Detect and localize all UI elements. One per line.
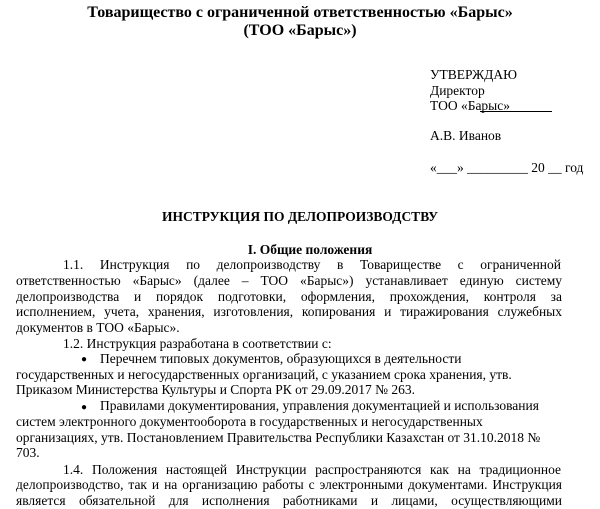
paragraph-line: делопроизводства и порядок подготовки, оформления, прохождения, контроля за (16, 289, 562, 304)
approval-position: Директор (430, 83, 485, 98)
paragraph-line: ответственностью «Барыс» (далее – ТОО «Барыс») устанавливает единую систему (16, 273, 562, 288)
document-title: ИНСТРУКЦИЯ ПО ДЕЛОПРОИЗВОДСТВУ (161, 209, 439, 224)
bullet-line: 703. (16, 445, 40, 460)
approval-company: ТОО «Барыс» (430, 98, 510, 113)
bullet-line: государственных и негосударственных организаций, с указанием срока хранения, утв. (16, 367, 512, 382)
paragraph-line: делопроизводство, так и на организацию работы с электронными документами. Инструкция (16, 477, 562, 492)
paragraph-line: является обязательной для исполнения работниками и лицами, осуществляющими (16, 493, 562, 508)
paragraph-1-2: 1.2. Инструкция разработана в соответствии с: (63, 336, 332, 351)
paragraph-line: 1.4. Положения настоящей Инструкции распространяются как на традиционное (63, 462, 561, 477)
approval-heading: УТВЕРЖДАЮ (430, 67, 518, 82)
bullet-line: Правилами документирования, управления документацией и использования (100, 398, 539, 413)
organization-full-name: Товарищество с ограниченной ответственностью «Барыс» (87, 4, 513, 21)
bullet-line: Приказом Министерства Культуры и Спорта РК от 29.09.2017 № 263. (16, 382, 416, 397)
paragraph-line: исполнением, учета, хранения, изготовления, копирования и тиражирования служебных (16, 304, 562, 319)
paragraph-line: 1.1. Инструкция по делопроизводству в Товариществе с ограниченной (63, 257, 561, 272)
bullet-line: организациях, утв. Постановлением Правительства Республики Казахстан от 31.10.2018 № (16, 430, 541, 445)
bullet-icon: ● (81, 402, 88, 413)
approval-date: «___» _________ 20 __ год (430, 160, 584, 175)
paragraph-line: документов в ТОО «Барыс». (16, 320, 180, 335)
bullet-line: систем электронного документооборота в государственных и негосударственных (16, 414, 483, 429)
organization-short-name: (ТОО «Барыс») (243, 22, 357, 39)
section-title: I. Общие положения (247, 242, 373, 257)
bullet-icon: ● (81, 354, 88, 365)
signature-line (480, 111, 552, 112)
bullet-line: Перечнем типовых документов, образующихся в деятельности (100, 351, 462, 366)
approver-name: А.В. Иванов (430, 128, 502, 143)
